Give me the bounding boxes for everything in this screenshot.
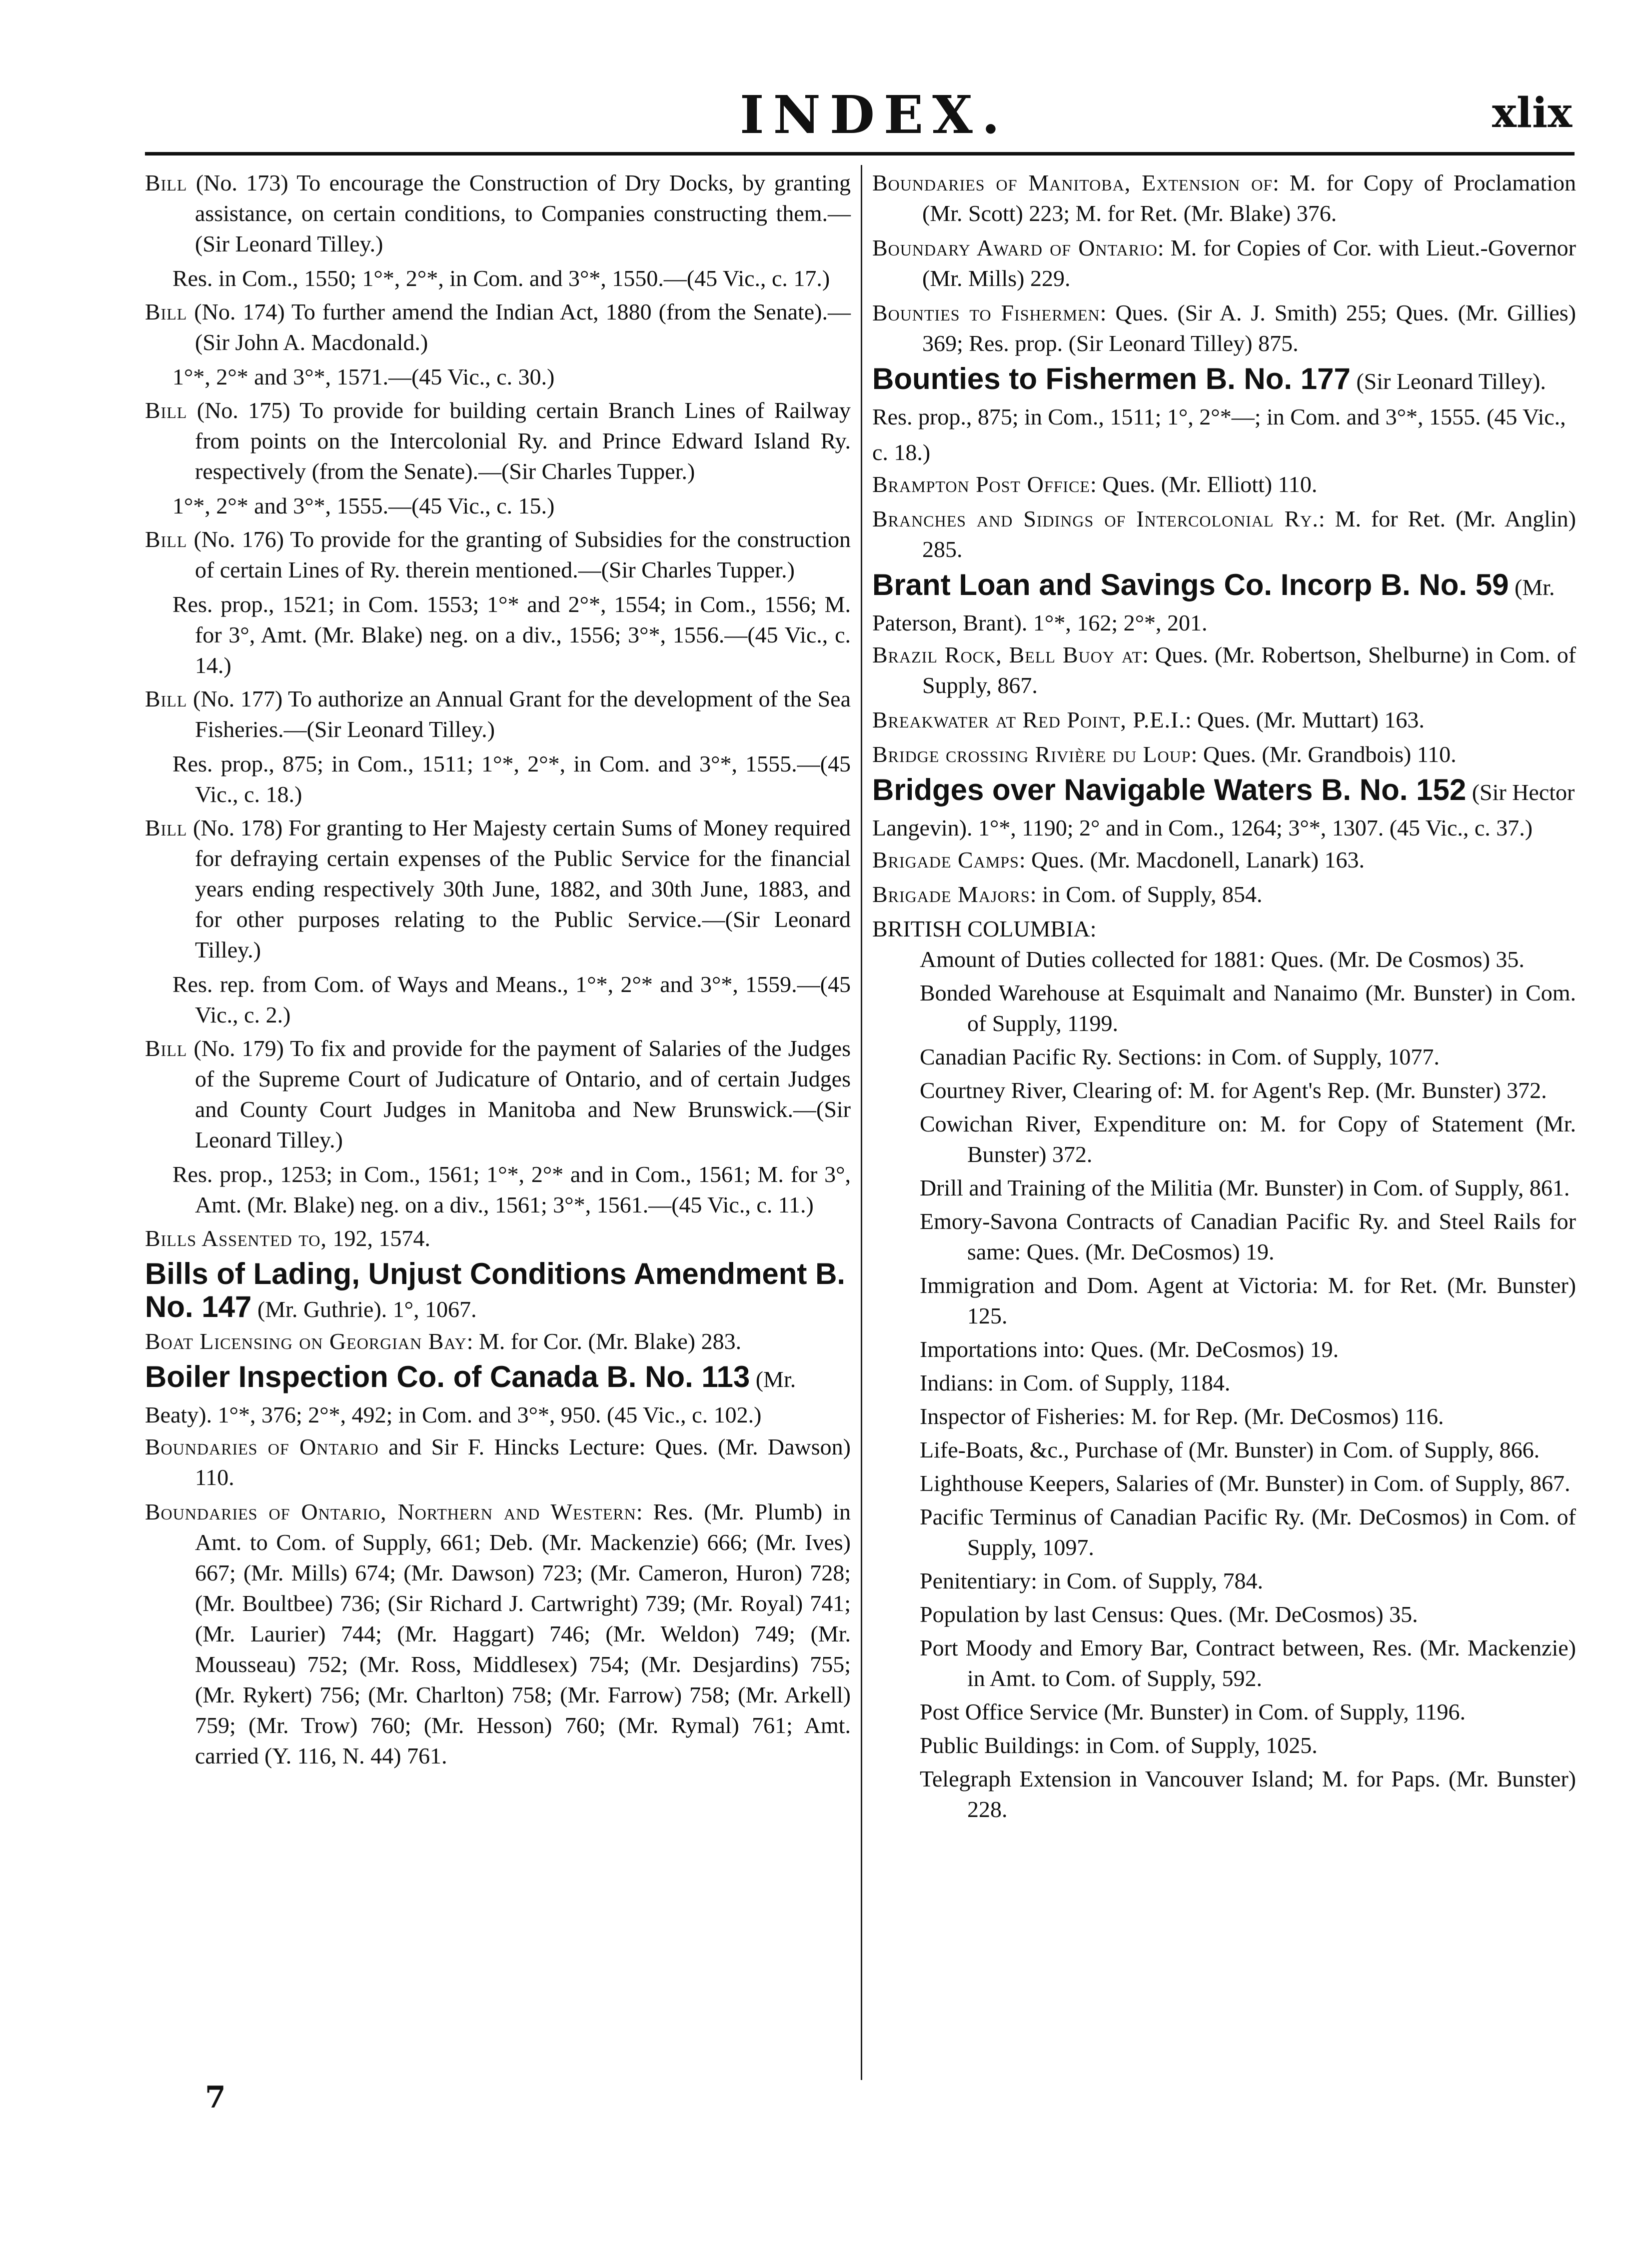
- index-entry: [872, 879, 1576, 910]
- entry-text: (No. 173) To encourage the Construction of Dry Docks, by granting assistance, on certain conditions, to Companies constructing them.—(Sir Leonard Tilley.): [187, 170, 851, 256]
- entry-text: Inspector of Fisheries: M. for Rep. (Mr. DeCosmos) 116.: [920, 1404, 1444, 1429]
- entry-text: Port Moody and Emory Bar, Contract between, Res. (Mr. Mackenzie) in Amt. to Com. of Supply, 592.: [920, 1635, 1576, 1691]
- entry-heading: Bill: [145, 686, 187, 712]
- index-entry: [872, 914, 1576, 944]
- entry-text: Bonded Warehouse at Esquimalt and Nanaimo (Mr. Bunster) in Com. of Supply, 1199.: [920, 980, 1576, 1036]
- entry-text: Population by last Census: Ques. (Mr. DeCosmos) 35.: [920, 1602, 1418, 1627]
- index-entry: [145, 168, 851, 259]
- entry-text: : M. for Copy of Proclamation (Mr. Scott) 223; M. for Ret. (Mr. Blake) 376.: [922, 170, 1576, 226]
- index-entry: [872, 1599, 1576, 1630]
- entry-text: : in Com. of Supply, 854.: [1030, 882, 1263, 907]
- index-entry: [872, 362, 1576, 469]
- index-entry: [145, 1496, 851, 1771]
- right-column: [872, 168, 1576, 1828]
- signature-mark: 7: [205, 2080, 226, 2115]
- entry-text: Res. prop., 1521; in Com. 1553; 1°* and 2°*, 1554; in Com., 1556; M. for 3°, Amt. (Mr. Blake) neg. on a div., 1556; 3°*, 1556.—(45 Vic., c. 14.): [172, 592, 851, 678]
- index-entry: [872, 1401, 1576, 1432]
- entry-text: Emory-Savona Contracts of Canadian Pacific Ry. and Steel Rails for same: Ques. (Mr. DeCosmos) 19.: [920, 1208, 1576, 1264]
- entry-heading: Bill: [145, 299, 187, 324]
- index-entry: [145, 395, 851, 486]
- index-entry: [145, 362, 851, 392]
- entry-heading: Bridges over Navigable Waters B. No. 152: [872, 773, 1467, 806]
- index-entry: [872, 704, 1576, 735]
- index-entry: [872, 568, 1576, 640]
- index-entry: [872, 1075, 1576, 1106]
- entry-heading: Boundaries of Ontario: [145, 1434, 379, 1460]
- index-entry: [872, 504, 1576, 564]
- entry-heading: Bill: [145, 398, 187, 423]
- entry-text: Immigration and Dom. Agent at Victoria: M. for Ret. (Mr. Bunster) 125.: [920, 1272, 1576, 1328]
- entry-text: (Sir Hector Langevin). 1°*, 1190; 2° and in Com., 1264; 3°*, 1307. (45 Vic., c. 37.): [872, 780, 1575, 840]
- index-entry: [872, 1468, 1576, 1498]
- entry-text: Res. prop., 1253; in Com., 1561; 1°*, 2°* and in Com., 1561; M. for 3°, Amt. (Mr. Blake) neg. on a div., 1561; 3°*, 1561.—(45 Vic., c. 11.): [172, 1162, 851, 1218]
- entry-text: Telegraph Extension in Vancouver Island; M. for Paps. (Mr. Bunster) 228.: [920, 1766, 1576, 1822]
- entry-text: : Res. (Mr. Plumb) in Amt. to Com. of Supply, 661; Deb. (Mr. Mackenzie) 666; (Mr. Ives) 667; (Mr. Mills) 674; (Mr. Dawson) 723; (Mr. Cameron, Huron) 728; (Mr. Boultbee) 736; (Sir Richard J. Cartwright) 739; (Mr. Royal) 741; (Mr. Laurier) 744; (Mr. Haggart) 746; (Mr. Weldon) 749; (Mr. Mousseau) 752; (Mr. Ross, Middlesex) 754; (Mr. Desjardins) 755; (Mr. Rykert) 756; (Mr. Charlton) 758; (Mr. Farrow) 758; (Mr. Arkell) 759; (Mr. Trow) 760; (Mr. Hesson) 760; (Mr. Rymal) 761; Amt. carried (Y. 116, N. 44) 761.: [195, 1499, 851, 1768]
- entry-text: (No. 176) To provide for the granting of Subsidies for the construction of certain Lines of Ry. therein mentioned.—(Sir Charles Tupper.): [187, 526, 851, 582]
- index-entry: [145, 1326, 851, 1356]
- entry-heading: Brampton Post Office: [872, 472, 1090, 497]
- index-entry: [872, 1334, 1576, 1364]
- index-entry: [872, 844, 1576, 875]
- index-entry: [145, 296, 851, 358]
- index-entry: [145, 524, 851, 585]
- index-entry: [145, 589, 851, 680]
- entry-text: 192, 1574.: [326, 1226, 430, 1251]
- entry-text: Res. in Com., 1550; 1°*, 2°*, in Com. and 3°*, 1550.—(45 Vic., c. 17.): [172, 266, 830, 291]
- entry-heading: Bill: [145, 1036, 187, 1061]
- index-entry: [872, 232, 1576, 294]
- index-entry: [145, 490, 851, 521]
- entry-text: Life-Boats, &c., Purchase of (Mr. Bunster) in Com. of Supply, 866.: [920, 1437, 1540, 1462]
- index-entry: [872, 1632, 1576, 1694]
- column-divider: [861, 165, 862, 2080]
- entry-heading: Bridge crossing Rivière du Loup: [872, 742, 1191, 767]
- entry-text: Pacific Terminus of Canadian Pacific Ry. (Mr. DeCosmos) in Com. of Supply, 1097.: [920, 1504, 1576, 1560]
- entry-text: (Sir Leonard Tilley). Res. prop., 875; in Com., 1511; 1°, 2°*—; in Com. and 3°*, 1555. (45 Vic., c. 18.): [872, 368, 1566, 465]
- index-entry: [872, 774, 1576, 844]
- index-entry: [872, 978, 1576, 1038]
- entry-text: and Sir F. Hincks Lecture: Ques. (Mr. Dawson) 110.: [195, 1434, 851, 1490]
- entry-text: : Ques. (Sir A. J. Smith) 255; Ques. (Mr. Gillies) 369; Res. prop. (Sir Leonard Tilley) 875.: [922, 300, 1576, 356]
- entry-heading: Boundary Award of Ontario: [872, 235, 1158, 260]
- entry-heading: Bounties to Fishermen B. No. 177: [872, 362, 1351, 396]
- index-entry: [872, 944, 1576, 974]
- entry-text: Res. rep. from Com. of Ways and Means., 1°*, 2°* and 3°*, 1559.—(45 Vic., c. 2.): [172, 972, 851, 1028]
- index-entry: [872, 168, 1576, 228]
- entry-text: Importations into: Ques. (Mr. DeCosmos) 19.: [920, 1336, 1339, 1362]
- entry-text: (No. 175) To provide for building certain Branch Lines of Railway from points on the Intercolonial Ry. and Prince Edward Island Ry. respectively (from the Senate).—(Sir Charles Tupper.): [187, 398, 851, 484]
- entry-text: : M. for Copies of Cor. with Lieut.-Governor (Mr. Mills) 229.: [922, 235, 1576, 291]
- index-entry: [145, 748, 851, 810]
- index-entry: [145, 1223, 851, 1254]
- index-entry: [145, 684, 851, 744]
- entry-text: (No. 177) To authorize an Annual Grant for the development of the Sea Fisheries.—(Sir Leonard Tilley.): [187, 686, 851, 742]
- entry-text: Cowichan River, Expenditure on: M. for Copy of Statement (Mr. Bunster) 372.: [920, 1111, 1576, 1167]
- entry-text: BRITISH COLUMBIA:: [872, 916, 1097, 942]
- entry-text: (Mr. Beaty). 1°*, 376; 2°*, 492; in Com. and 3°*, 950. (45 Vic., c. 102.): [145, 1366, 796, 1428]
- entry-heading: Brant Loan and Savings Co. Incorp B. No. 59: [872, 568, 1509, 602]
- index-entry: [872, 1434, 1576, 1465]
- entry-text: (No. 179) To fix and provide for the payment of Salaries of the Judges of the Supreme Court of Judicature of Ontario, and of certain Judges and County Court Judges in Manitoba and New Brunswick.—(Sir Leonard Tilley.): [187, 1036, 851, 1152]
- entry-heading: Bounties to Fishermen: [872, 300, 1100, 326]
- entry-heading: Branches and Sidings of Intercolonial Ry.: [872, 506, 1319, 532]
- entry-text: Indians: in Com. of Supply, 1184.: [920, 1370, 1231, 1396]
- left-column: [145, 168, 851, 1775]
- entry-text: Drill and Training of the Militia (Mr. Bunster) in Com. of Supply, 861.: [920, 1175, 1570, 1200]
- index-entry: [872, 469, 1576, 500]
- index-entry: [145, 812, 851, 965]
- index-entry: [872, 1108, 1576, 1170]
- entry-text: Courtney River, Clearing of: M. for Agent's Rep. (Mr. Bunster) 372.: [920, 1078, 1547, 1103]
- entry-text: Public Buildings: in Com. of Supply, 1025.: [920, 1732, 1318, 1758]
- entry-heading: Bill: [145, 526, 187, 552]
- entry-text: Penitentiary: in Com. of Supply, 784.: [920, 1568, 1263, 1594]
- index-entry: [145, 263, 851, 294]
- entry-heading: Brigade Majors: [872, 882, 1030, 907]
- entry-text: : M. for Cor. (Mr. Blake) 283.: [466, 1328, 742, 1354]
- entry-heading: Bills of Lading, Unjust Conditions Amendment B. No. 147: [145, 1257, 846, 1324]
- entry-text: : Ques. (Mr. Elliott) 110.: [1090, 472, 1318, 497]
- index-entry: [145, 1432, 851, 1492]
- entry-text: Lighthouse Keepers, Salaries of (Mr. Bunster) in Com. of Supply, 867.: [920, 1470, 1571, 1496]
- index-entry: [145, 1258, 851, 1326]
- page-number: xlix: [1492, 89, 1573, 137]
- entry-text: Amount of Duties collected for 1881: Ques. (Mr. De Cosmos) 35.: [920, 946, 1525, 972]
- index-entry: [872, 1206, 1576, 1267]
- entry-heading: Boundaries of Ontario, Northern and Western: [145, 1499, 636, 1524]
- entry-text: : Ques. (Mr. Robertson, Shelburne) in Com. of Supply, 867.: [922, 642, 1577, 698]
- entry-text: Canadian Pacific Ry. Sections: in Com. of Supply, 1077.: [920, 1044, 1440, 1070]
- entry-text: (No. 178) For granting to Her Majesty certain Sums of Money required for defraying certain expenses of the Public Service for the financial years ending respectively 30th June, 1882, and 30th June, 1883, and for other purposes relating to the Public Service.—(Sir Leonard Tilley.): [187, 815, 851, 962]
- entry-text: Post Office Service (Mr. Bunster) in Com. of Supply, 1196.: [920, 1699, 1466, 1724]
- entry-heading: Breakwater at Red Point, P.E.I.: [872, 707, 1185, 732]
- entry-heading: Brazil Rock, Bell Buoy at: [872, 642, 1143, 668]
- index-entry: [872, 1502, 1576, 1562]
- index-entry: [872, 1368, 1576, 1398]
- index-entry: [872, 640, 1576, 700]
- index-entry: [872, 1696, 1576, 1727]
- index-entry: [872, 298, 1576, 358]
- entry-text: : Ques. (Mr. Macdonell, Lanark) 163.: [1019, 847, 1365, 872]
- entry-text: Res. prop., 875; in Com., 1511; 1°*, 2°*, in Com. and 3°*, 1555.—(45 Vic., c. 18.): [172, 751, 851, 807]
- index-entry: [872, 1270, 1576, 1331]
- entry-text: (Mr. Paterson, Brant). 1°*, 162; 2°*, 201.: [872, 574, 1555, 636]
- entry-text: : Ques. (Mr. Muttart) 163.: [1185, 707, 1425, 732]
- index-entry: [872, 739, 1576, 770]
- entry-text: (No. 174) To further amend the Indian Act, 1880 (from the Senate).—(Sir John A. Macdonald.): [187, 299, 851, 355]
- entry-heading: Boiler Inspection Co. of Canada B. No. 113: [145, 1360, 750, 1394]
- index-entry: [872, 1730, 1576, 1760]
- entry-text: : Ques. (Mr. Grandbois) 110.: [1191, 742, 1457, 767]
- entry-heading: Boat Licensing on Georgian Bay: [145, 1328, 467, 1354]
- entry-heading: Boundaries of Manitoba, Extension of: [872, 170, 1273, 196]
- entry-heading: Bill: [145, 815, 187, 840]
- index-entry: [872, 1172, 1576, 1203]
- index-entry: [145, 969, 851, 1030]
- entry-text: 1°*, 2°* and 3°*, 1555.—(45 Vic., c. 15.): [172, 493, 555, 518]
- entry-text: (Mr. Guthrie). 1°, 1067.: [251, 1296, 477, 1322]
- entry-text: : M. for Ret. (Mr. Anglin) 285.: [922, 506, 1576, 562]
- index-entry: [145, 1360, 851, 1432]
- index-entry: [872, 1566, 1576, 1596]
- index-entry: [145, 1033, 851, 1155]
- header-rule: [145, 152, 1575, 156]
- entry-heading: Bills Assented to,: [145, 1226, 327, 1251]
- index-entry: [872, 1764, 1576, 1824]
- index-entry: [872, 1042, 1576, 1072]
- entry-heading: Brigade Camps: [872, 847, 1019, 872]
- index-entry: [145, 1159, 851, 1220]
- entry-heading: Bill: [145, 170, 187, 196]
- entry-text: 1°*, 2°* and 3°*, 1571.—(45 Vic., c. 30.): [172, 364, 555, 390]
- page-title: INDEX.: [740, 84, 1009, 146]
